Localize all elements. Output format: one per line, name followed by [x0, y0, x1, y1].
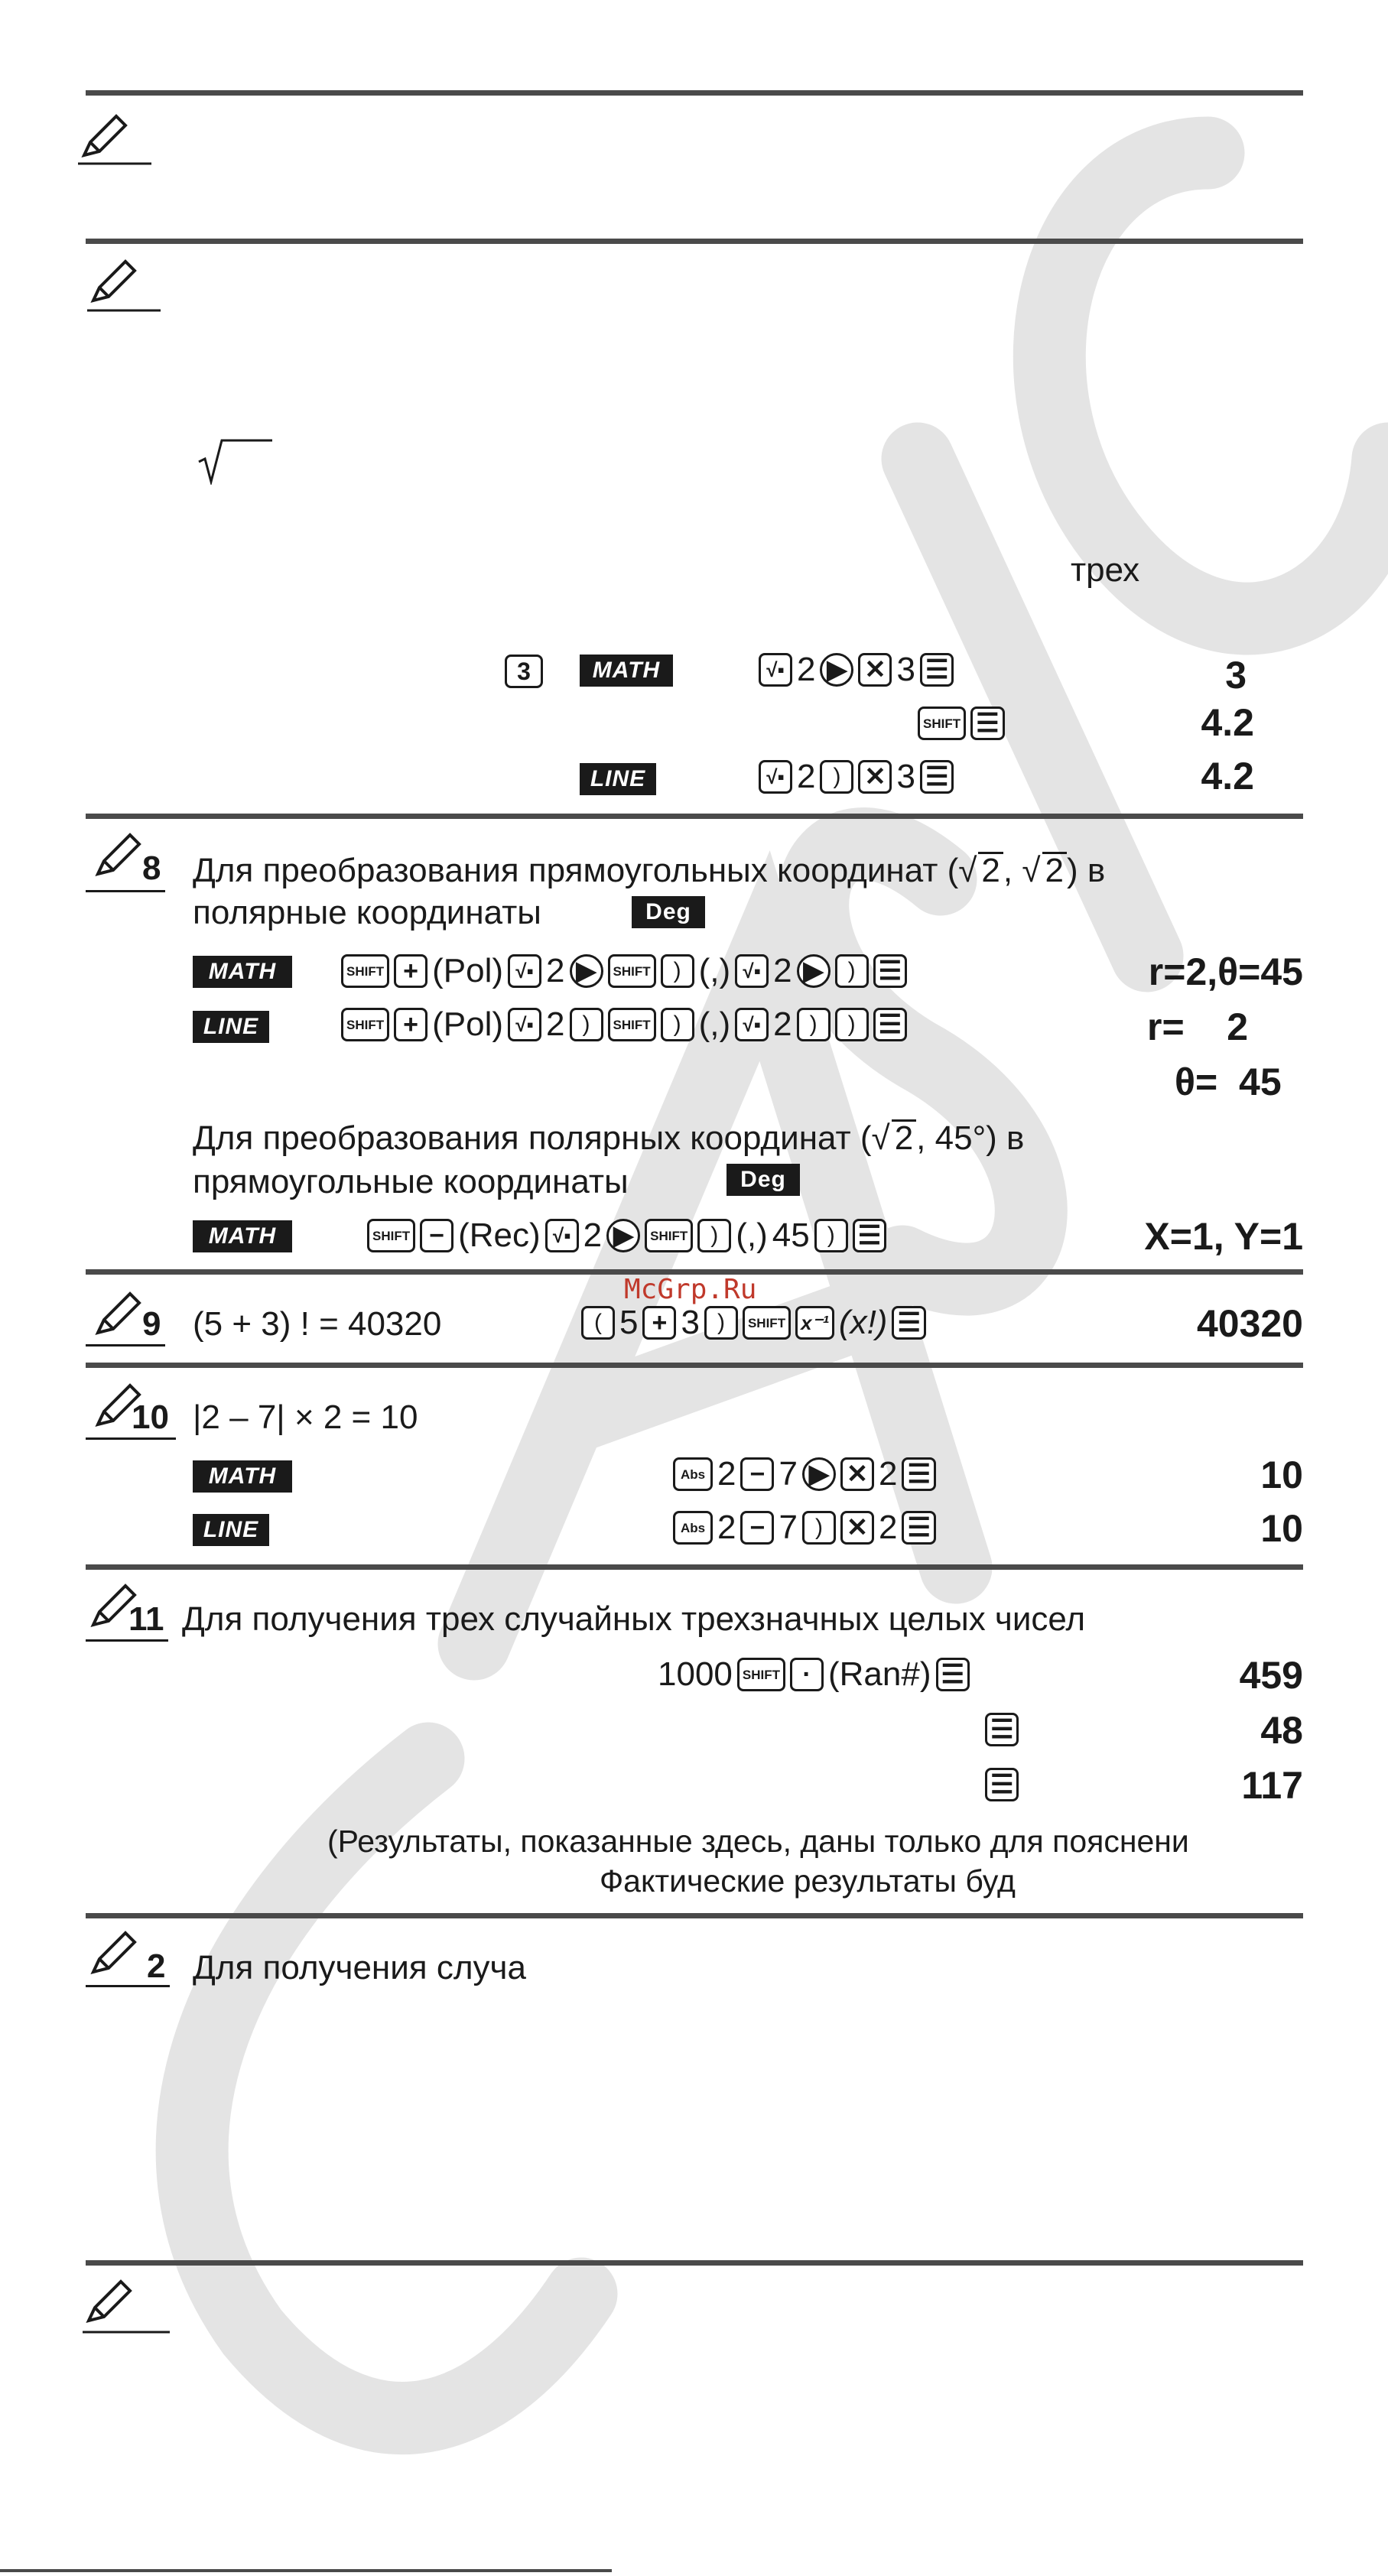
ex8-text-line4: прямоугольные координаты — [193, 1163, 629, 1200]
sqrt-key: √▪ — [759, 760, 792, 794]
result: r=2,θ=45 — [1148, 950, 1303, 993]
ex8-text-line2: полярные координаты — [193, 894, 541, 931]
divider — [86, 239, 1303, 244]
key-sequence — [985, 1713, 1019, 1746]
result: 117 — [1241, 1764, 1303, 1807]
top-row1-badges — [505, 655, 543, 688]
close-paren-key: ) — [661, 1008, 694, 1041]
minus-key: − — [420, 1219, 453, 1252]
divider — [86, 1363, 1303, 1368]
divider — [86, 1913, 1303, 1918]
right-arrow-key: ▶ — [570, 954, 603, 988]
equals-key: ☰ — [892, 1306, 925, 1340]
example-underline — [86, 1639, 168, 1642]
plus-key: + — [394, 1008, 427, 1041]
pencil-icon — [81, 2279, 173, 2335]
shift-key: SHIFT — [743, 1306, 791, 1340]
result: 40320 — [1196, 1302, 1303, 1345]
math-badge: MATH — [193, 956, 292, 988]
result: 459 — [1239, 1654, 1303, 1697]
deg-badge: Deg — [727, 1164, 800, 1196]
pencil-icon — [76, 113, 153, 167]
sqrt-symbol — [197, 439, 274, 485]
line-badge: LINE — [193, 1514, 269, 1546]
plus-key: + — [394, 954, 427, 988]
result: X=1, Y=1 — [1144, 1215, 1303, 1258]
shift-key: SHIFT — [737, 1658, 785, 1691]
site-watermark: McGrp.Ru — [624, 1274, 757, 1305]
math-badge: MATH — [580, 655, 673, 687]
key-sequence: SHIFT − (Rec) √▪ 2 ▶ SHIFT ) (,) 45 ) ☰ — [367, 1219, 886, 1252]
key-sequence: Abs 2 − 7 ▶ ✕ 2 ☰ — [673, 1457, 936, 1491]
close-paren-key: ) — [835, 1008, 869, 1041]
example-number: 11 — [128, 1600, 164, 1638]
close-paren-key: ) — [814, 1219, 848, 1252]
close-paren-key: ) — [835, 954, 869, 988]
equals-key: ☰ — [902, 1511, 935, 1545]
sqrt-key: √▪ — [508, 954, 541, 988]
divider — [86, 90, 1303, 96]
result: 4.2 — [1201, 755, 1254, 797]
sqrt-key: √▪ — [545, 1219, 579, 1252]
ex8-text-line1: Для преобразования прямоугольных координат (√ 2 , √ 2 ) в — [193, 852, 1106, 889]
close-paren-key: ) — [797, 1008, 831, 1041]
equals-key: ☰ — [936, 1658, 970, 1691]
sqrt-key: √▪ — [735, 954, 769, 988]
open-paren-key: ( — [581, 1306, 615, 1340]
sqrt-key: √▪ — [508, 1008, 541, 1041]
key-sequence — [985, 1768, 1019, 1801]
equals-key: ☰ — [920, 760, 954, 794]
equals-key: ☰ — [873, 1008, 907, 1041]
ex9-expression: (5 + 3) ! = 40320 — [193, 1305, 442, 1343]
shift-key: SHIFT — [608, 954, 656, 988]
equals-key: ☰ — [970, 707, 1004, 740]
shift-key: SHIFT — [367, 1219, 415, 1252]
equals-key: ☰ — [902, 1457, 935, 1491]
inverse-key: x⁻¹ — [795, 1306, 834, 1340]
line-badge: LINE — [193, 1011, 269, 1043]
divider — [86, 814, 1303, 819]
ex11-note1: (Результаты, показанные здесь, даны только для пояснени — [327, 1824, 1189, 1859]
shift-key: SHIFT — [341, 954, 389, 988]
deg-badge: Deg — [632, 896, 705, 928]
multiply-key: ✕ — [858, 653, 892, 687]
line-badge: LINE — [580, 763, 656, 795]
equals-key: ☰ — [873, 954, 907, 988]
math-badge: MATH — [193, 1460, 292, 1493]
multiply-key: ✕ — [858, 760, 892, 794]
right-arrow-key: ▶ — [797, 954, 831, 988]
result: 48 — [1260, 1709, 1303, 1752]
minus-key: − — [740, 1457, 774, 1491]
result: 4.2 — [1201, 701, 1254, 744]
math-badge: MATH — [193, 1220, 292, 1252]
multiply-key: ✕ — [840, 1511, 874, 1545]
minus-key: − — [740, 1511, 774, 1545]
result-r: r= 2 — [1147, 1005, 1249, 1048]
sqrt-key: √▪ — [759, 653, 792, 687]
key-sequence: Abs 2 − 7 ) ✕ 2 ☰ — [673, 1511, 936, 1545]
close-paren-key: ) — [802, 1511, 836, 1545]
close-paren-key: ) — [697, 1219, 731, 1252]
watermark-o — [1049, 153, 1388, 619]
example-underline — [86, 1437, 176, 1440]
example-underline — [86, 1344, 165, 1346]
ex10-expression: |2 – 7| × 2 = 10 — [193, 1398, 418, 1436]
ex8-text-line3: Для преобразования полярных координат (√ 2 , 45°) в — [193, 1119, 1025, 1157]
shift-key: SHIFT — [608, 1008, 656, 1041]
example-number: 8 — [142, 849, 161, 887]
watermark-s — [813, 844, 1032, 1280]
dot-key: · — [790, 1658, 824, 1691]
key-sequence: √▪ 2 ▶ ✕ 3 ☰ — [759, 653, 954, 687]
divider — [86, 2260, 1303, 2266]
result: 3 — [1225, 654, 1247, 697]
close-paren-key: ) — [704, 1306, 738, 1340]
example-number: 9 — [142, 1305, 161, 1343]
close-paren-key: ) — [820, 760, 853, 794]
sqrt-key: √▪ — [735, 1008, 769, 1041]
result-theta: θ= 45 — [1175, 1061, 1282, 1103]
equals-key: ☰ — [985, 1713, 1019, 1746]
result: 10 — [1260, 1454, 1303, 1496]
ex11-text: Для получения трех случайных трехзначных целых чисел — [182, 1600, 1086, 1638]
equals-key: ☰ — [985, 1768, 1019, 1801]
ex11-note2: Фактические результаты буд — [600, 1863, 1016, 1899]
divider — [86, 1564, 1303, 1570]
mode-3-key: 3 — [505, 655, 543, 688]
close-paren-key: ) — [661, 954, 694, 988]
multiply-key: ✕ — [840, 1457, 874, 1491]
right-arrow-key: ▶ — [802, 1457, 836, 1491]
key-sequence: ( 5 + 3 ) SHIFT x⁻¹ (x!) ☰ — [581, 1306, 926, 1340]
key-sequence — [918, 707, 1005, 740]
key-sequence: 1000 SHIFT · (Ran#) ☰ — [658, 1658, 970, 1691]
key-sequence: SHIFT + (Pol) √▪ 2 ▶ SHIFT ) (,) √▪ 2 ▶ ) ☰ — [341, 954, 907, 988]
example-number: 10 — [132, 1398, 169, 1436]
right-arrow-key: ▶ — [820, 653, 853, 687]
key-sequence: SHIFT + (Pol) √▪ 2 ) SHIFT ) (,) √▪ 2 ) ) ☰ — [341, 1008, 907, 1041]
abs-key: Abs — [673, 1457, 713, 1491]
equals-key: ☰ — [920, 653, 954, 687]
pencil-icon — [86, 258, 162, 313]
example-number: 2 — [147, 1947, 166, 1985]
example-underline — [86, 1985, 170, 1987]
equals-key: ☰ — [853, 1219, 886, 1252]
bottom-divider — [0, 2569, 612, 2572]
shift-key: SHIFT — [341, 1008, 389, 1041]
plus-key: + — [642, 1306, 676, 1340]
shift-key: SHIFT — [918, 707, 966, 740]
result: 10 — [1260, 1507, 1303, 1550]
ex12-text: Для получения случа — [193, 1949, 526, 1986]
abs-key: Abs — [673, 1511, 713, 1545]
example-underline — [86, 890, 165, 892]
shift-key: SHIFT — [645, 1219, 693, 1252]
partial-word: трех — [1071, 551, 1140, 589]
key-sequence: √▪ 2 ) ✕ 3 ☰ — [759, 760, 954, 794]
close-paren-key: ) — [570, 1008, 603, 1041]
right-arrow-key: ▶ — [606, 1219, 640, 1252]
